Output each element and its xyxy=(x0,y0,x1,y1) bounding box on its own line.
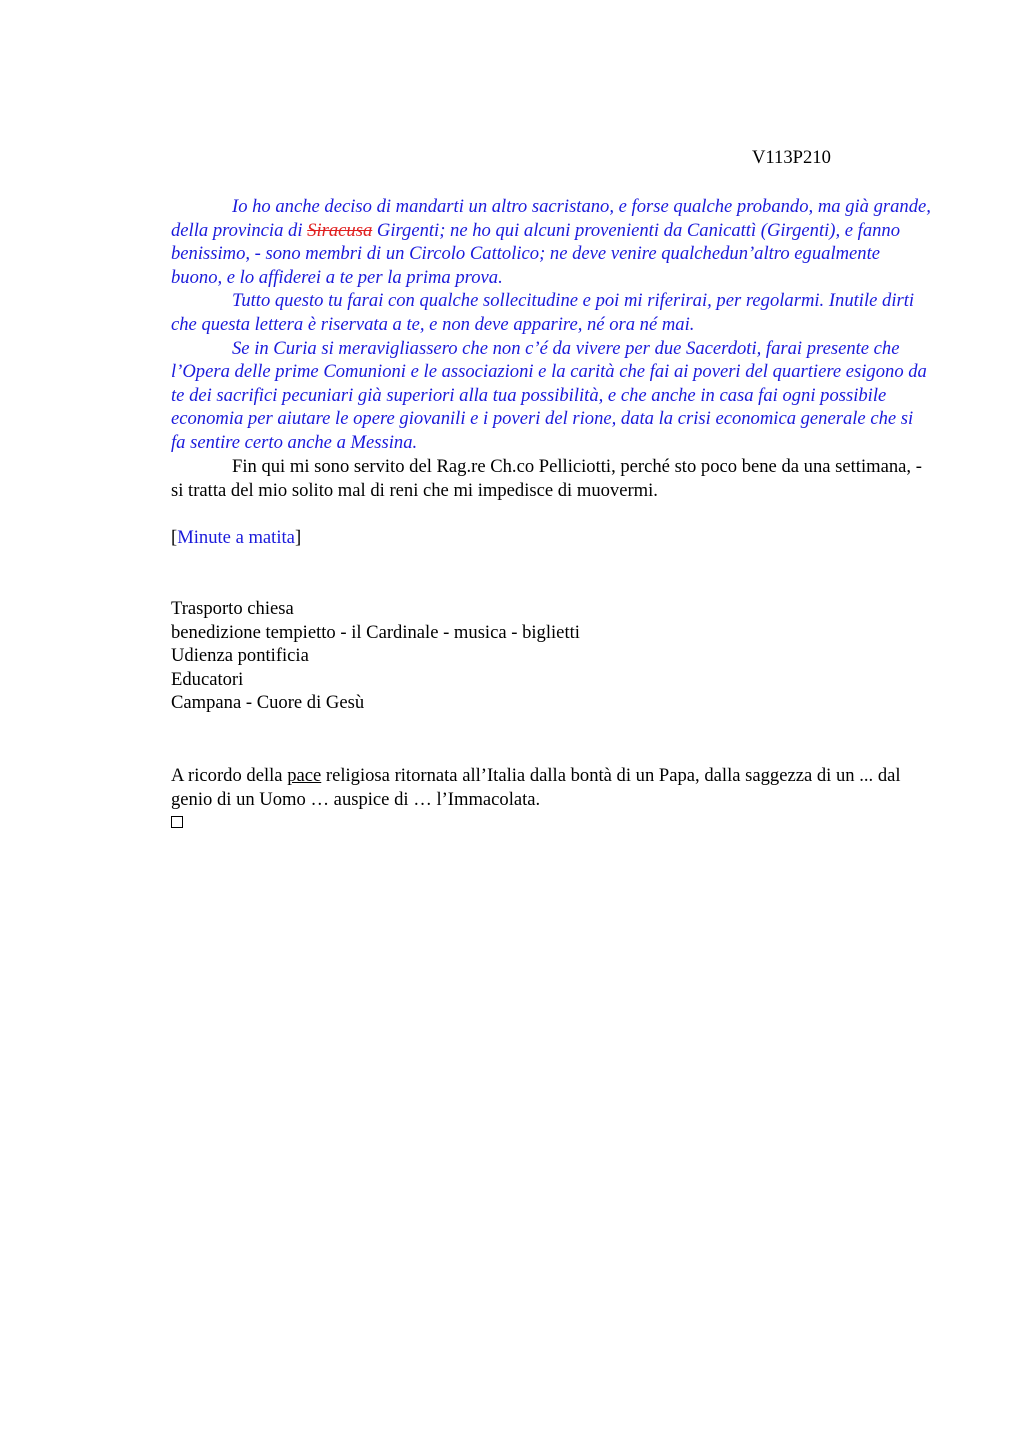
note-bracket-open: [ xyxy=(171,527,178,548)
paragraph-sacristan-end: Girgenti; ne ho qui alcuni provenienti da Canicattì (Girgenti), e fanno benissimo, - sono membri di un Circolo Cattolico; ne deve venire qualchedun’altro egualmente buono, e lo affiderei a te per la prima prova. xyxy=(171,219,901,288)
closing-dedication xyxy=(171,764,931,835)
list-item: Educatori xyxy=(171,668,244,690)
checkbox-icon xyxy=(171,816,183,828)
dedication-end: religiosa ritornata all’Italia dalla bontà di un Papa, dalla saggezza di un ... dal genio di un Uomo … auspice di … l’Immacolata. xyxy=(171,765,901,810)
list-item: Udienza pontificia xyxy=(171,645,309,667)
paragraph-sacristan-start: Io ho anche deciso di mandarti un altro sacristano, e forse qualche probando, ma già grande, della provincia di xyxy=(171,196,931,241)
note-line xyxy=(171,526,931,550)
paragraph-instructions: Tutto questo tu farai con qualche sollecitudine e poi mi riferirai, per regolarmi. Inutile dirti che questa lettera è riservata a te, e non deve apparire, né ora né mai. xyxy=(171,290,915,335)
notes-list xyxy=(171,597,931,715)
paragraph-curia: Se in Curia si meravigliassero che non c’é da vivere per due Sacerdoti, farai presente che l’Opera delle prime Comunioni e le associazioni e la carità che fai ai poveri del quartiere esigono da te dei sacrifici pecuniari già superiori alla tua possibilità, e che anche in casa fai ogni possibile economia per aiutare le opere giovanili e i poveri del rione, data la crisi economica generale che si fa sentire certo anche a Messina. xyxy=(171,337,927,453)
italic-letter-body xyxy=(171,195,931,455)
underlined-word: pace xyxy=(287,765,322,786)
page-reference: V113P210 xyxy=(752,147,831,168)
checkbox-line xyxy=(171,811,931,835)
dedication-line xyxy=(171,764,931,811)
dedication-start: A ricordo della xyxy=(171,765,288,786)
list-item: Trasporto chiesa xyxy=(171,598,294,619)
struck-word: Siracusa xyxy=(307,219,373,241)
note-text: Minute a matita xyxy=(177,527,295,548)
list-item: Campana - Cuore di Gesù xyxy=(171,692,365,714)
plain-paragraph-block xyxy=(171,455,931,502)
list-item: benedizione tempietto - il Cardinale - musica - biglietti xyxy=(171,621,580,643)
paragraph-sacristan xyxy=(171,195,931,289)
pencil-note-heading xyxy=(171,526,931,550)
note-bracket-close: ] xyxy=(294,527,302,548)
paragraph-secretary: Fin qui mi sono servito del Rag.re Ch.co Pelliciotti, perché sto poco bene da una settimana, - si tratta del mio solito mal di reni che mi impedisce di muovermi. xyxy=(171,456,922,501)
